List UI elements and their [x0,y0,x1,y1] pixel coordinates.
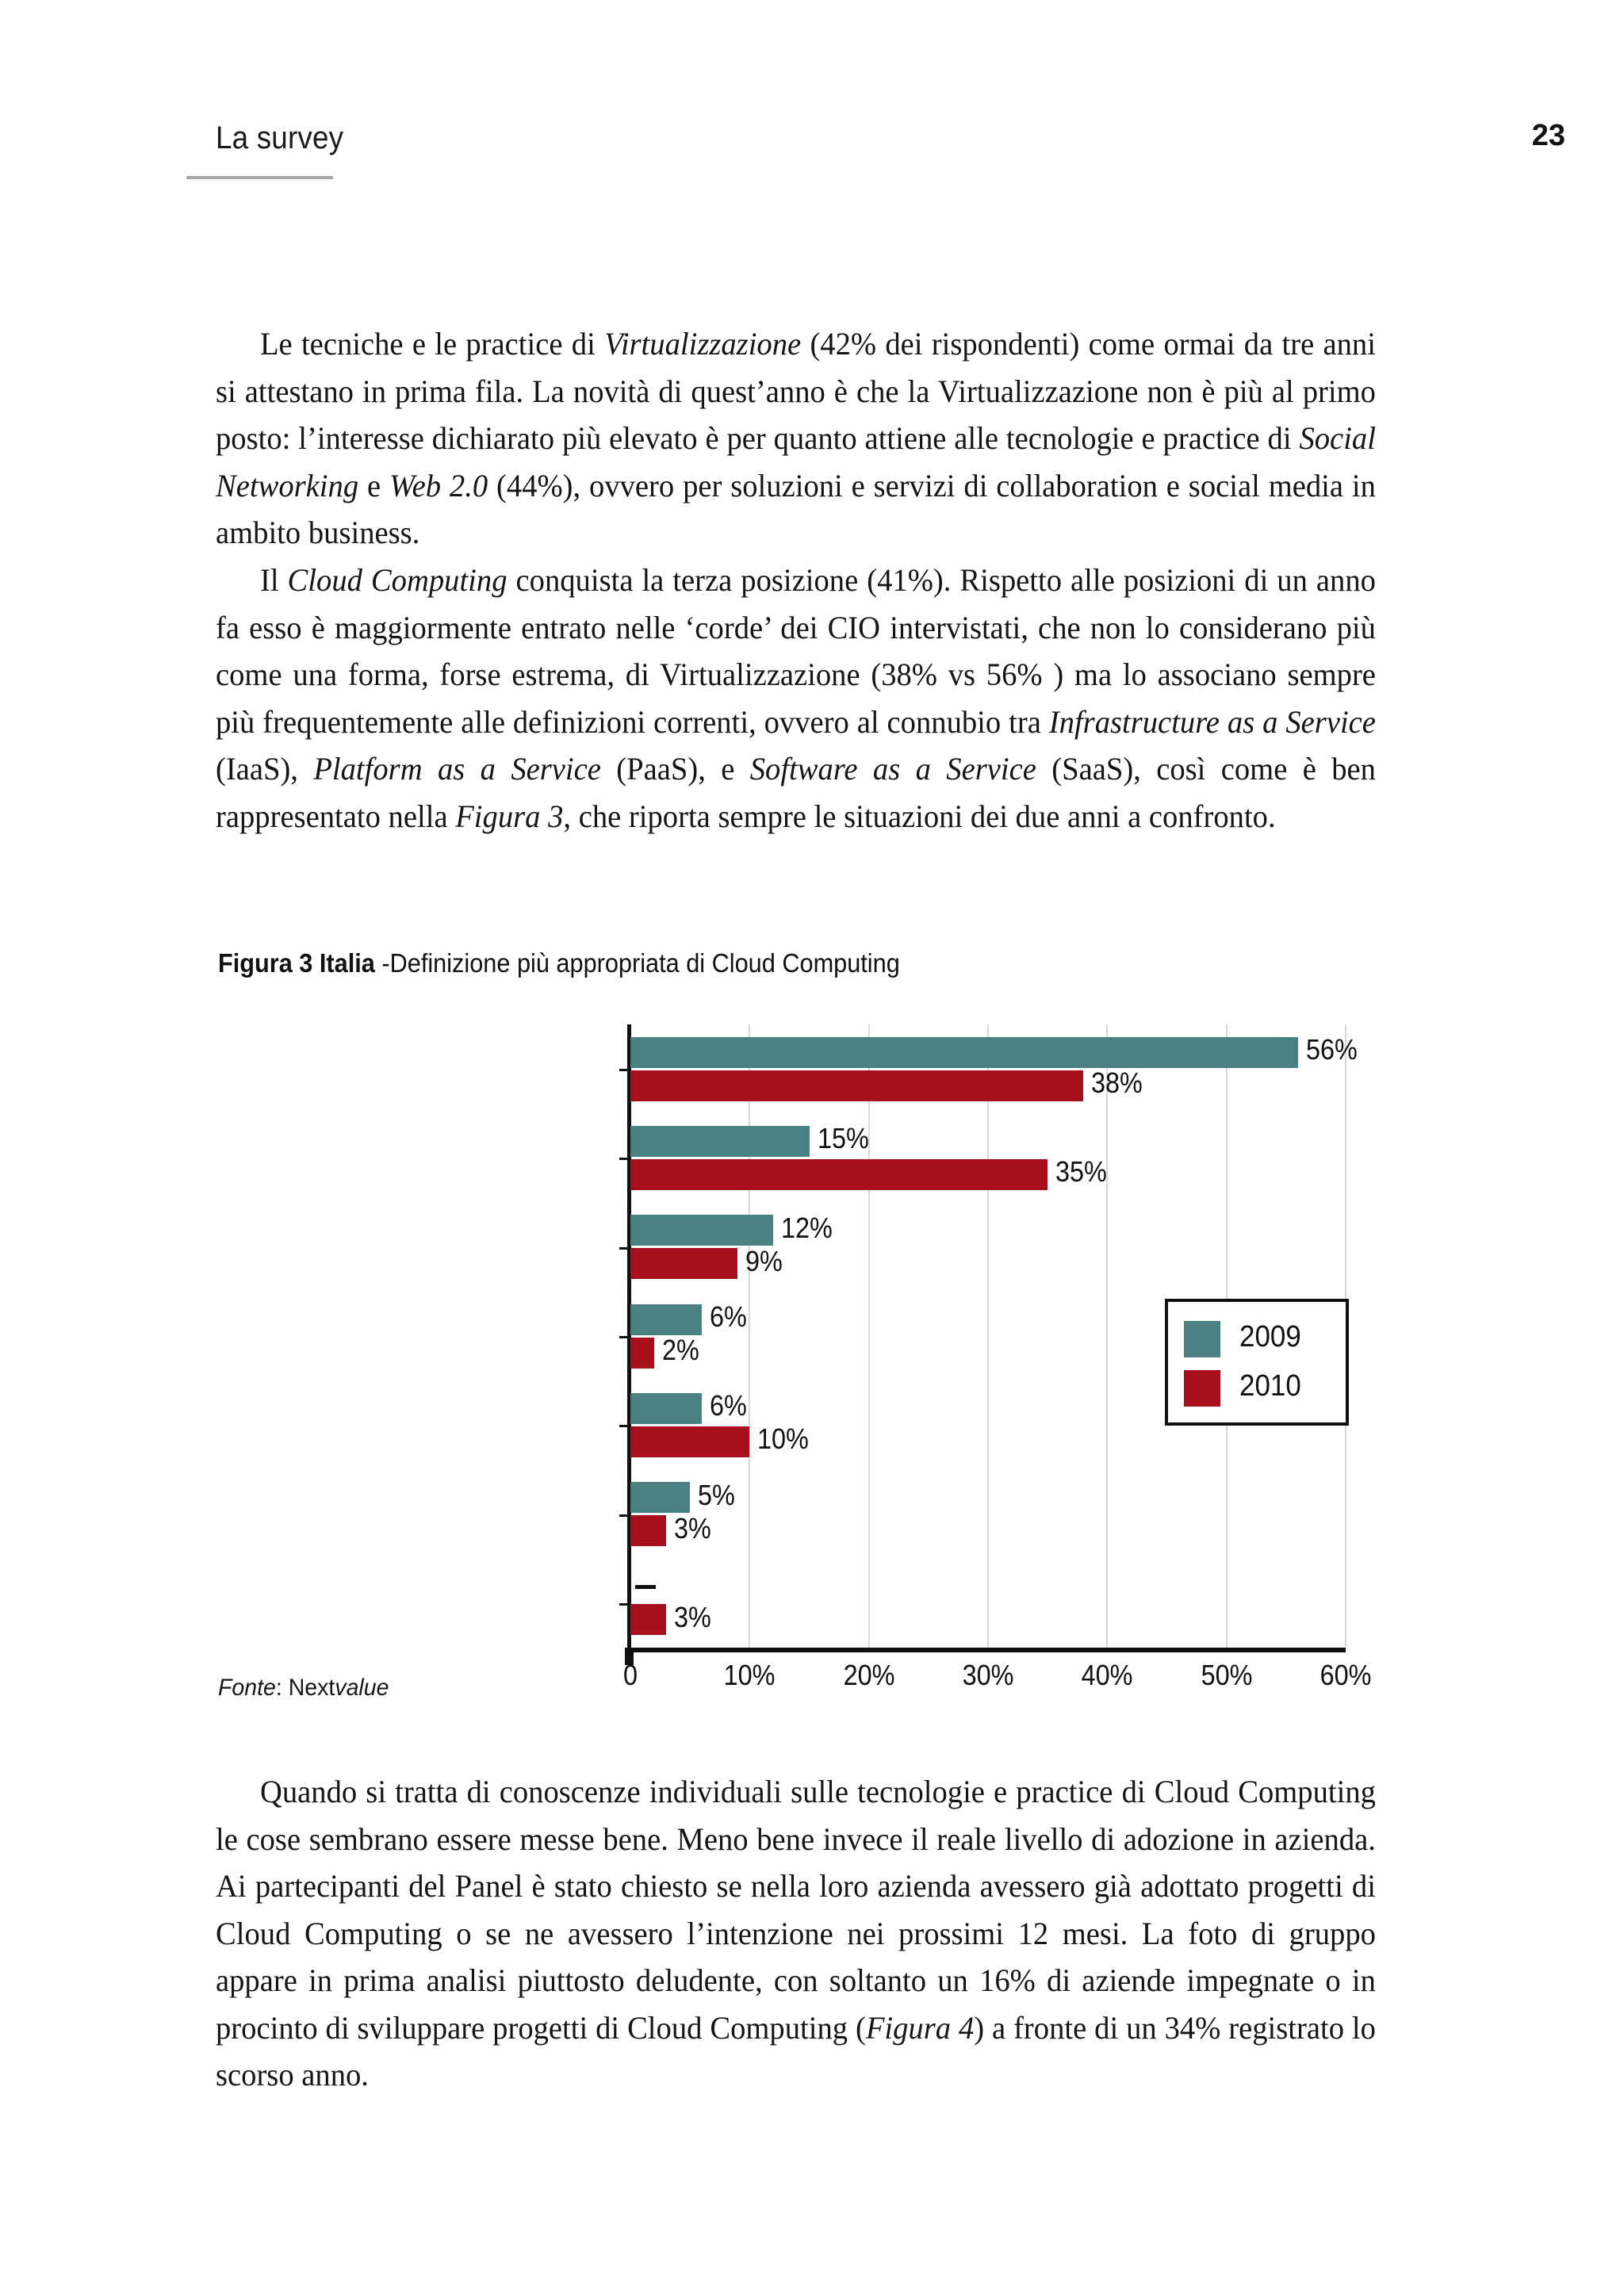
chart-bar [630,1604,666,1635]
paragraph-adozione [216,1768,1418,2099]
chart-bar [630,1126,810,1157]
paragraph-text: Quando si tratta di conoscenze individuali sulle tecnologie e practice di Cloud Computing le cose sembrano essere messe bene. Meno bene invece il reale livello di adozione in azienda. Ai partecipanti del Panel è stato chiesto se nella loro azienda avessero già adottato progetti di Cloud Computing o se ne avessero l’intenzione nei prossimi 12 mesi. La foto di gruppo appare in prima analisi piuttosto deludente, con soltanto un 16% di aziende impegnate o in procinto di sviluppare progetti di Cloud Computing (Figura 4) a fronte di un 34% registrato lo scorso anno. [216,1774,1376,2092]
figure-caption [218,948,900,978]
chart-bar [630,1248,737,1279]
chart-bar [630,1159,1048,1190]
figure-source-name: Next [288,1675,335,1701]
paragraph-virtualizzazione [216,320,1418,557]
figure-source-separator: : [275,1675,289,1701]
chart-gridline [1106,1024,1108,1648]
chart-x-tick-label: 50% [1201,1659,1253,1691]
chart-bar-value-label: 3% [674,1511,711,1545]
chart-bar-value-label: 9% [745,1244,783,1277]
figure-source [218,1675,389,1702]
chart-category-tick [619,1158,630,1160]
figure-caption-number: Figura 3 Italia [218,948,375,978]
chart-category-tick [619,1069,630,1071]
chart-legend [1165,1299,1349,1426]
paragraph-text: Il Cloud Computing conquista la terza posizione (41%). Rispetto alle posizioni di un anno fa esso è maggiormente entrato nelle ‘corde’ dei CIO intervistati, che non lo considerano più come una forma, forse estrema, di Virtualizzazione (38% vs 56% ) ma lo associano sempre più frequentemente alle definizioni correnti, ovvero al connubio tra Infrastructure as a Service (IaaS), Platform as a Service (PaaS), e Software as a Service (SaaS), così come è ben rappresentato nella Figura 3, che riporta sempre le situazioni dei due anni a confronto. [216,562,1376,834]
chart-category-tick [619,1425,630,1427]
chart-category-tick [619,1514,630,1517]
chart-x-tick-label: 30% [962,1659,1014,1691]
chart-x-tick-label: 10% [723,1659,776,1691]
legend-label-2010: 2010 [1239,1369,1301,1403]
legend-swatch-2010 [1184,1370,1220,1407]
chart-gridline [987,1024,989,1648]
page-header [0,0,1624,190]
chart-x-tick-label: 20% [843,1659,895,1691]
legend-swatch-2009 [1184,1321,1220,1357]
running-header-title: La survey [216,121,344,155]
chart-x-axis [627,1648,1346,1652]
figure-caption-title: -Definizione più appropriata di Cloud Computing [374,948,900,978]
chart-gridline [868,1024,870,1648]
chart-bar [630,1482,690,1513]
chart-bar-empty-dash [635,1585,656,1589]
chart-bar [630,1393,702,1424]
header-rule [186,176,333,179]
chart-bar-value-label: 15% [817,1122,869,1155]
chart-x-tick-label: 40% [1081,1659,1133,1691]
chart-bar [630,1515,666,1546]
chart-bar-value-label: 10% [757,1422,810,1456]
chart-bar-value-label: 6% [710,1389,748,1422]
chart-bar [630,1338,654,1369]
chart-bar [630,1215,773,1246]
chart-bar-value-label: 38% [1091,1066,1143,1100]
chart-bar-value-label: 3% [674,1600,711,1633]
paragraph-cloud-computing [216,557,1418,840]
chart-category-tick [619,1247,630,1250]
chart-bar [630,1070,1083,1101]
chart-bar-value-label: 12% [781,1211,833,1244]
page-number: 23 [1531,119,1565,152]
chart-x-tick-label: 60% [1320,1659,1372,1691]
chart-bar-value-label: 6% [710,1300,748,1333]
chart-bar [630,1304,702,1335]
chart-bar-value-label: 5% [698,1478,735,1511]
chart-gridline [749,1024,750,1648]
chart-category-tick [619,1603,630,1606]
chart-bar-value-label: 35% [1055,1155,1108,1189]
paragraph-text: Le tecniche e le practice di Virtualizzazione (42% dei rispondenti) come ormai da tre anni si attestano in prima fila. La novità di quest’anno è che la Virtualizzazione non è più al primo posto: l’interesse dichiarato più elevato è per quanto attiene alle tecnologie e practice di Social Networking e Web 2.0 (44%), ovvero per soluzioni e servizi di collaboration e social media in ambito business. [216,326,1376,550]
legend-label-2009: 2009 [1239,1320,1301,1353]
chart-bar [630,1037,1298,1068]
chart-bar [630,1426,749,1457]
figure-source-label: Fonte [218,1675,276,1701]
chart-bar-value-label: 2% [662,1334,699,1366]
chart-category-tick [619,1336,630,1338]
figure-source-name-italic: value [335,1675,389,1701]
chart-bar-value-label: 56% [1305,1033,1358,1066]
chart-x-tick-label: 0 [622,1659,638,1691]
